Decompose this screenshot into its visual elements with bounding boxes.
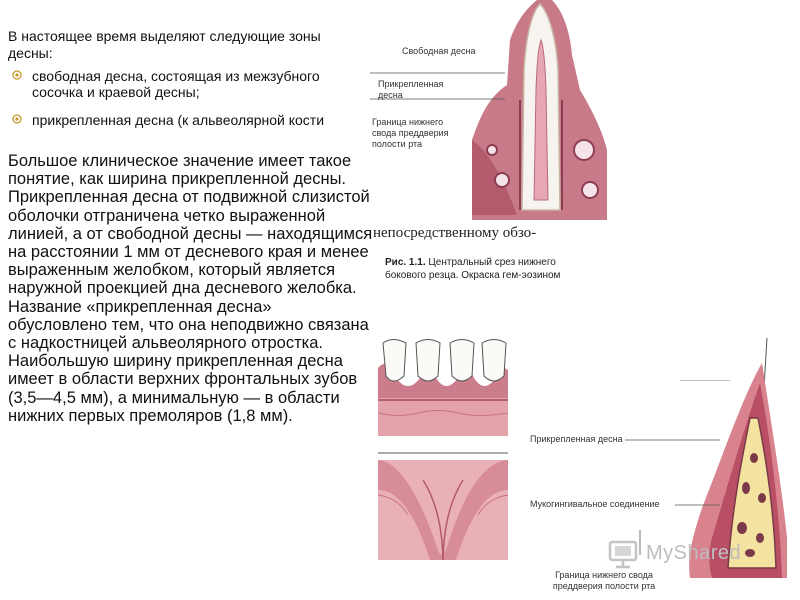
label-attached-gum-2: Прикрепленная десна bbox=[530, 434, 623, 444]
label-attached-gum: Прикрепленная десна bbox=[378, 79, 444, 100]
list-item bbox=[12, 112, 362, 128]
bullet-icon bbox=[12, 114, 22, 124]
watermark-text: MyShared bbox=[646, 542, 742, 564]
figure3-pointers bbox=[530, 380, 730, 560]
label-mucogingival-junction: Мукогингивальное соединение bbox=[530, 499, 660, 509]
caption-label: Рис. 1.1. bbox=[385, 257, 426, 268]
intro-text: В настоящее время выделяют следующие зоны десны: bbox=[8, 28, 321, 61]
papilla-figure bbox=[378, 450, 508, 560]
list-item bbox=[12, 68, 362, 100]
bullet-icon bbox=[12, 70, 22, 80]
book-text-fragment: непосредственному обзо- bbox=[373, 225, 537, 241]
figure1-caption bbox=[385, 256, 585, 282]
label-border: Граница нижнего свода преддверия полости рта bbox=[372, 117, 449, 149]
bullet-text: свободная десна, состоящая из межзубного сосочка и краевой десны; bbox=[32, 68, 320, 100]
watermark bbox=[606, 536, 776, 570]
bullet-list bbox=[12, 68, 362, 140]
teeth-gum-figure bbox=[378, 338, 508, 436]
bullet-text: прикрепленная десна (к альвеолярной кости bbox=[32, 112, 325, 128]
presentation-icon bbox=[606, 536, 640, 570]
label-border-2: Граница нижнего свода преддверия полости рта bbox=[552, 570, 656, 591]
main-paragraph: Большое клиническое значение имеет такое понятие, как ширина прикрепленной десны. Прикрепленная десна от подвижной слизистой оболочки отграничена четко выраженной линией, а от свободной десны — находящимся на расстоянии 1 мм от десневого края и менее выраженным желобком, который является наружной проекцией дна десневого желобка. Название «прикрепленная десна» обусловлено тем, что она неподвижно связана с надкостницей альвеолярного отростка. Наибольшую ширину прикрепленная десна имеет в области верхних фронтальных зубов (3,5—4,5 мм), а минимальную — в области нижних первых премоляров (1,8 мм). bbox=[8, 152, 373, 425]
label-free-gum: Свободная десна bbox=[402, 46, 476, 56]
caption-text: Центральный срез нижнего бокового резца. Окраска гем-эозином bbox=[385, 257, 561, 281]
